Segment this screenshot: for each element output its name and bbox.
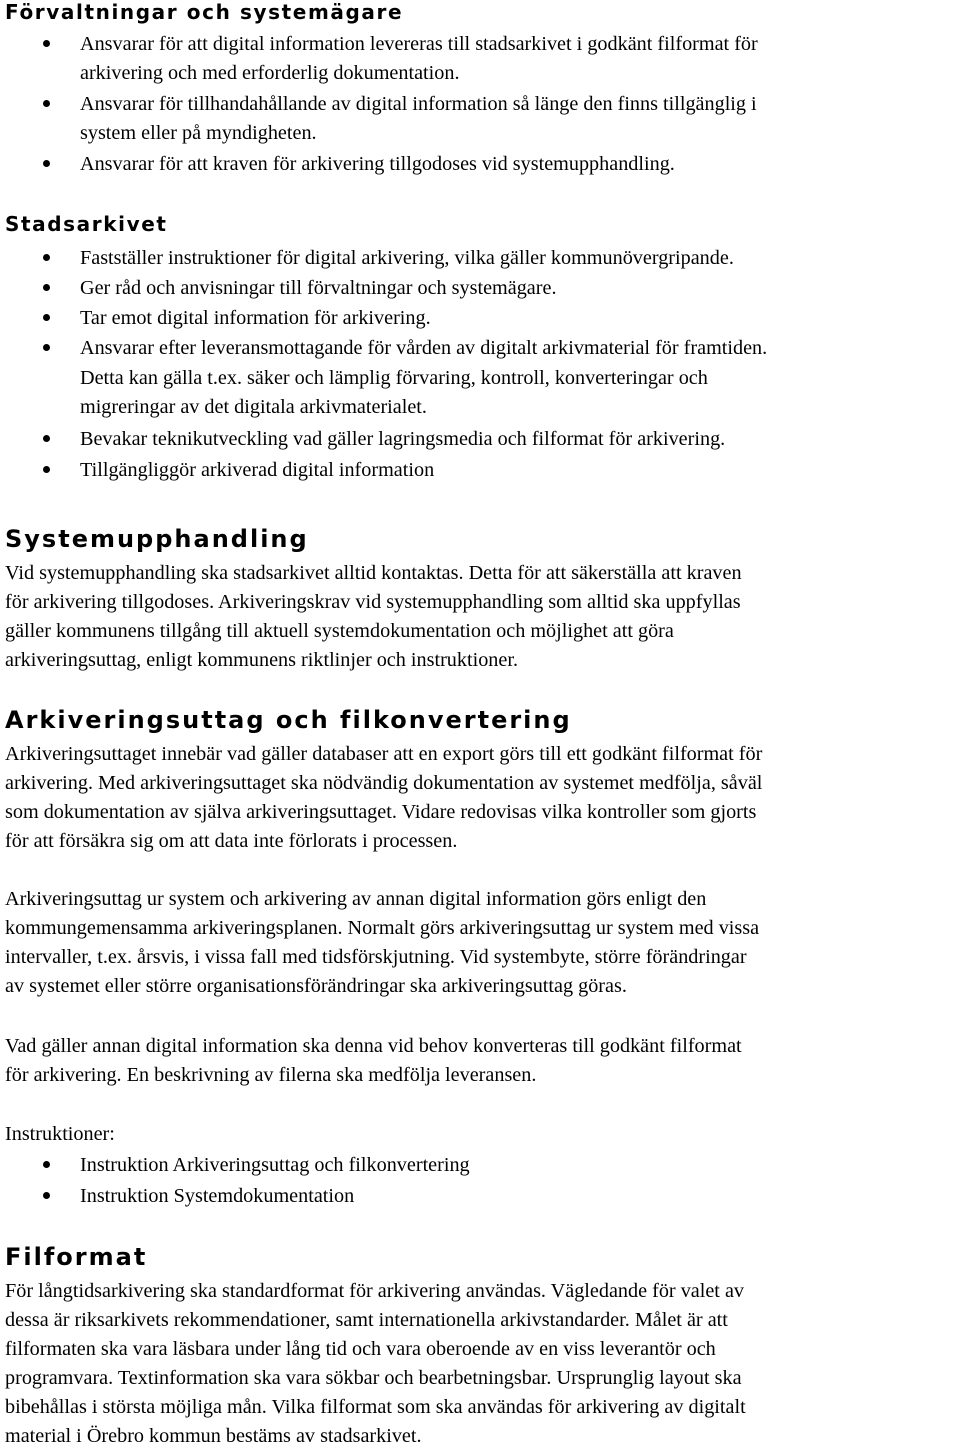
bullet-dot (43, 254, 50, 261)
instruction-link[interactable]: Instruktion Systemdokumentation (80, 1185, 355, 1207)
paragraph-line: programvara. Textinformation ska vara sökbar och bearbetningsbar. Ursprunglig layout ska (5, 1367, 742, 1389)
paragraph-line: filformaten ska vara läsbara under lång tid och vara oberoende av en viss leverantör och (5, 1338, 716, 1360)
list-item-continuation: system eller på myndigheten. (80, 122, 317, 144)
list-item: Ansvarar för tillhandahållande av digital information så länge den finns tillgänglig i (80, 93, 757, 115)
bullet-dot (43, 284, 50, 291)
list-item-continuation: migreringar av det digitala arkivmaterialet. (80, 396, 427, 418)
paragraph-line: kommungemensamma arkiveringsplanen. Normalt görs arkiveringsuttag ur system med vissa (5, 917, 760, 939)
paragraph-line: för att försäkra sig om att data inte förlorats i processen. (5, 830, 458, 852)
paragraph-line: För långtidsarkivering ska standardformat för arkivering användas. Vägledande för valet av (5, 1280, 745, 1302)
instructions-label: Instruktioner: (5, 1123, 115, 1145)
paragraph-line: Arkiveringsuttag ur system och arkivering av annan digital information görs enligt den (5, 888, 707, 910)
paragraph-line: bibehållas i största möjliga mån. Vilka filformat som ska användas för arkivering av digitalt (5, 1396, 746, 1418)
list-item: Fastställer instruktioner för digital arkivering, vilka gäller kommunövergripande. (80, 247, 734, 269)
paragraph-line: Vad gäller annan digital information ska denna vid behov konverteras till godkänt filformat (5, 1035, 742, 1057)
list-item: Tar emot digital information för arkivering. (80, 307, 431, 329)
list-item: Tillgängliggör arkiverad digital information (80, 459, 435, 481)
paragraph-line: för arkivering tillgodoses. Arkiveringskrav vid systemupphandling som alltid ska uppfyllas (5, 591, 741, 613)
instruction-link[interactable]: Instruktion Arkiveringsuttag och filkonvertering (80, 1154, 470, 1176)
heading-forvaltningar: Förvaltningar och systemägare (5, 0, 404, 24)
paragraph-line: intervaller, t.ex. årsvis, i vissa fall med tidsförskjutning. Vid systembyte, större förändringar (5, 946, 747, 968)
list-item: Ansvarar för att digital information levereras till stadsarkivet i godkänt filformat för (80, 33, 758, 55)
list-item: Bevakar teknikutveckling vad gäller lagringsmedia och filformat för arkivering. (80, 428, 726, 450)
paragraph-line: Vid systemupphandling ska stadsarkivet alltid kontaktas. Detta för att säkerställa att kraven (5, 562, 742, 584)
bullet-dot (43, 344, 50, 351)
bullet-dot (43, 160, 50, 167)
bullet-dot (43, 1192, 50, 1199)
list-item: Ansvarar för att kraven för arkivering tillgodoses vid systemupphandling. (80, 153, 675, 175)
list-item: Ger råd och anvisningar till förvaltningar och systemägare. (80, 277, 557, 299)
list-item-continuation: Detta kan gälla t.ex. säker och lämplig förvaring, kontroll, konverteringar och (80, 367, 708, 389)
paragraph-line: arkivering. Med arkiveringsuttaget ska nödvändig dokumentation av systemet medfölja, såväl (5, 772, 763, 794)
heading-arkiveringsuttag: Arkiveringsuttag och filkonvertering (5, 706, 572, 734)
heading-filformat: Filformat (5, 1243, 148, 1271)
bullet-dot (43, 466, 50, 473)
bullet-dot (43, 40, 50, 47)
paragraph-line: dessa är riksarkivets rekommendationer, samt internationella arkivstandarder. Målet är att (5, 1309, 728, 1331)
bullet-dot (43, 1161, 50, 1168)
paragraph-line: material i Örebro kommun bestäms av stadsarkivet. (5, 1425, 422, 1447)
heading-systemupphandling: Systemupphandling (5, 525, 309, 553)
bullet-dot (43, 100, 50, 107)
paragraph-line: arkiveringsuttag, enligt kommunens riktlinjer och instruktioner. (5, 649, 519, 671)
paragraph-line: av systemet eller större organisationsförändringar ska arkiveringsuttag göras. (5, 975, 627, 997)
bullet-dot (43, 314, 50, 321)
paragraph-line: gäller kommunens tillgång till aktuell systemdokumentation och möjlighet att göra (5, 620, 674, 642)
bullet-dot (43, 435, 50, 442)
list-item: Ansvarar efter leveransmottagande för vården av digitalt arkivmaterial för framtiden. (80, 337, 768, 359)
paragraph-line: för arkivering. En beskrivning av filerna ska medfölja leveransen. (5, 1064, 537, 1086)
list-item-continuation: arkivering och med erforderlig dokumentation. (80, 62, 460, 84)
paragraph-line: Arkiveringsuttaget innebär vad gäller databaser att en export görs till ett godkänt filformat för (5, 743, 763, 765)
heading-stadsarkivet: Stadsarkivet (5, 212, 168, 236)
paragraph-line: som dokumentation av själva arkiveringsuttaget. Vidare redovisas vilka kontroller som gjorts (5, 801, 757, 823)
